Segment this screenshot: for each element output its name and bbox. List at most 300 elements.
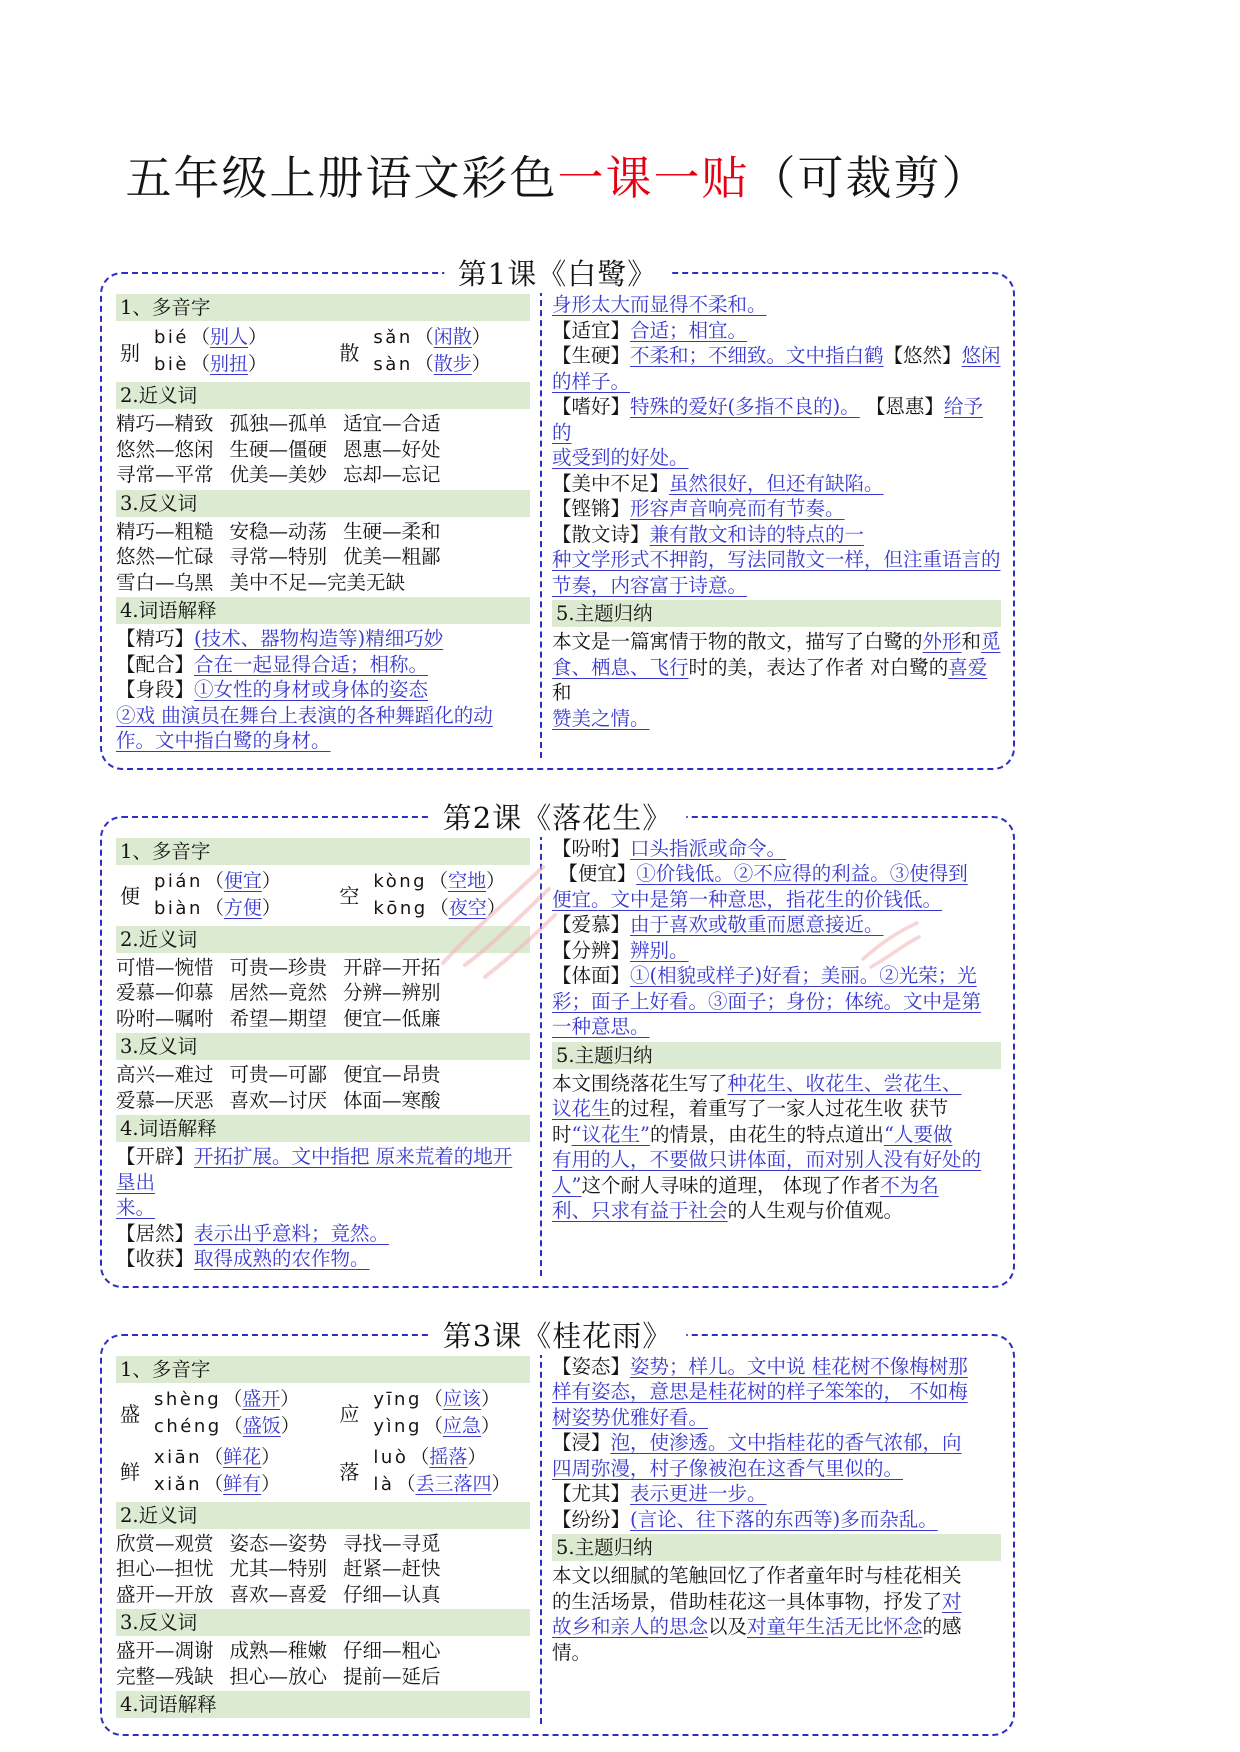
paren-open: （ (204, 896, 224, 919)
text-segment: (言论、往下落的东西等)多而杂乱。 (630, 1507, 938, 1531)
text-segment: 人” (552, 1173, 582, 1197)
text-segment: 样有姿态，意思是桂花树的样子笨笨的， 不如梅 (552, 1380, 968, 1404)
left-column (102, 1352, 540, 1725)
section-header: 5.主题归纳 (552, 1534, 1001, 1561)
title-text-black-left: 五年级上册语文彩色 (125, 151, 558, 205)
word-pair: 高兴—难过 (116, 1063, 214, 1087)
section-header: 4.词语解释 (116, 1115, 530, 1142)
text-segment: 的情景，由花生的特点道出 (649, 1122, 884, 1146)
text-segment: 的生活场景，借助桂花这一具体事物，抒发了 (552, 1589, 943, 1613)
text-segment: 树姿势优雅好看。 (552, 1405, 709, 1429)
example-word: 丢三落四 (415, 1472, 492, 1495)
paren-close: ） (261, 896, 281, 919)
paren-close: ） (261, 1445, 281, 1468)
word-pair-row (116, 1582, 530, 1608)
pronunciation (373, 895, 505, 922)
polyphonic-group (116, 1386, 335, 1440)
paren-open: （ (191, 326, 211, 349)
word-pair: 寻常—特别 (229, 545, 328, 569)
course-card-body (102, 1352, 1013, 1725)
text-line (552, 1379, 1001, 1405)
section-header: 3.反义词 (116, 1609, 530, 1636)
word-pair: 姿态—姿势 (229, 1531, 328, 1555)
example-word: 盛饭 (242, 1414, 281, 1437)
pinyin: shèng (154, 1388, 222, 1410)
text-line (116, 1246, 530, 1272)
paren-open: （ (396, 1472, 416, 1495)
polyphonic-character: 落 (339, 1460, 360, 1485)
text-line (552, 318, 1001, 344)
text-segment: 的人生观与价值观。 (727, 1199, 904, 1223)
example-word: 鲜有 (223, 1472, 262, 1495)
word-pair-row (116, 1531, 530, 1557)
text-segment: 合适；相宜。 (630, 318, 748, 342)
polyphonic-row (116, 1386, 530, 1440)
text-segment: 【配合】 (116, 652, 195, 676)
polyphonic-character: 便 (120, 884, 140, 909)
text-line (552, 369, 1001, 395)
polyphonic-group (116, 868, 335, 922)
text-line (552, 1173, 1001, 1199)
text-segment: 【悠然】 (883, 344, 962, 368)
text-segment: 辨别。 (630, 938, 689, 962)
text-segment: 形容声音响亮而有节奏。 (630, 497, 845, 521)
word-pair: 生硬—僵硬 (229, 437, 328, 461)
word-pair: 成熟—稚嫩 (229, 1639, 328, 1663)
text-line (552, 912, 1001, 938)
word-pair: 优美—美妙 (229, 463, 328, 487)
paren-open: （ (410, 1445, 430, 1468)
text-segment: 【恩惠】 (859, 395, 944, 419)
text-segment: 【生硬】 (552, 344, 631, 368)
word-pair: 可贵—珍贵 (229, 955, 328, 979)
polyphonic-group (335, 324, 490, 378)
course-card-body (102, 290, 1013, 758)
paren-close: ） (261, 1472, 281, 1495)
word-pair: 盛开—开放 (116, 1582, 214, 1606)
word-pair: 担心—担忧 (116, 1557, 214, 1581)
text-segment: 不为名 (880, 1173, 939, 1197)
word-pair: 喜欢—讨厌 (229, 1088, 328, 1112)
text-segment: 和 (961, 630, 982, 654)
text-segment: 的过程，着重写了一家人过花生收 获节 (610, 1097, 949, 1121)
text-segment: 【吩咐】 (552, 836, 631, 860)
text-line (116, 677, 530, 703)
text-segment: 【居然】 (116, 1221, 195, 1245)
text-segment: 或受到的好处。 (552, 446, 689, 470)
text-segment: 【适宜】 (552, 318, 631, 342)
text-segment: 表示更进一步。 (630, 1482, 767, 1506)
text-segment: 【体面】 (552, 964, 631, 988)
text-segment: 四周弥漫，村子像被泡在这香气里似的。 (552, 1456, 904, 1480)
text-segment: 便宜。文中是第一种意思，指花生的价钱低。 (552, 887, 943, 911)
text-line (552, 1563, 1001, 1589)
text-line (552, 963, 1001, 989)
polyphonic-row (116, 324, 530, 378)
text-line (552, 547, 1001, 573)
text-segment: 觅 (981, 630, 1001, 654)
text-line (552, 887, 1001, 913)
example-word: 空地 (448, 869, 487, 892)
word-pair: 生硬—柔和 (343, 519, 441, 543)
word-pair: 提前—延后 (343, 1664, 441, 1688)
course-heading: 第3课《桂花雨》 (429, 1314, 686, 1355)
text-segment: 情。 (552, 1640, 592, 1664)
text-line (116, 1144, 530, 1195)
paren-open: （ (204, 869, 224, 892)
word-pair: 开辟—开拓 (343, 955, 441, 979)
text-segment: 【精巧】 (116, 627, 195, 651)
word-pair: 雪白—乌黑 (116, 570, 214, 594)
word-pair: 赶紧—赶快 (343, 1557, 441, 1581)
text-line (116, 728, 530, 754)
text-segment: 【美中不足】 (552, 471, 670, 495)
pinyin: sǎn (373, 327, 413, 349)
word-pair: 喜欢—喜爱 (229, 1582, 328, 1606)
left-column (102, 290, 540, 758)
word-pair-row (116, 1638, 530, 1664)
text-segment: 【嗜好】 (552, 395, 631, 419)
word-pair: 便宜—低廉 (343, 1006, 441, 1030)
polyphonic-group (116, 1444, 335, 1498)
text-segment: 不柔和；不细致。文中指白鹤 (630, 344, 884, 368)
pinyin: kòng (373, 870, 428, 892)
text-segment: 利、只求有益于社会 (552, 1199, 728, 1223)
text-segment: 议花生 (552, 1097, 611, 1121)
course-list (100, 257, 1015, 1736)
example-word: 闲散 (433, 326, 472, 349)
section-header: 1、多音字 (116, 838, 530, 865)
paren-open: （ (223, 1387, 243, 1410)
word-pair: 孤独—孤单 (229, 412, 328, 436)
section-header: 4.词语解释 (116, 1691, 530, 1718)
pronunciation (373, 1444, 510, 1471)
text-segment: 【便宜】 (552, 862, 637, 886)
pronunciation-list (373, 1386, 500, 1440)
pinyin: xiān (154, 1446, 203, 1468)
pronunciation (154, 1413, 300, 1440)
text-segment: 本文是一篇寓情于物的散文，描写了白鹭的 (552, 630, 923, 654)
word-pair-row (116, 437, 530, 463)
text-segment: 时的美，表达了作者 对白鹭的 (688, 655, 949, 679)
section-header: 4.词语解释 (116, 597, 530, 624)
paren-close: ） (480, 1387, 500, 1410)
text-segment: ①价钱低。②不应得的利益。③使得到 (636, 862, 968, 886)
paren-close: ） (467, 1445, 487, 1468)
text-line (552, 343, 1001, 369)
text-line (552, 1456, 1001, 1482)
word-pair-row (116, 955, 530, 981)
text-line (116, 626, 530, 652)
text-segment: 开拓扩展。文中指把 原来荒着的地开垦出 (116, 1145, 513, 1194)
word-pair: 尤其—特别 (229, 1557, 328, 1581)
text-segment: 种花生、收花生、尝花生、 (727, 1071, 962, 1095)
text-segment: 以及 (708, 1615, 748, 1639)
text-segment: 【纷纷】 (552, 1507, 631, 1531)
text-line (552, 522, 1001, 548)
text-line (552, 861, 1001, 887)
text-line (552, 1589, 1001, 1615)
paren-close: ） (280, 1414, 300, 1437)
text-segment: 姿势；样儿。文中说 桂花树不像梅树那 (630, 1354, 968, 1378)
polyphonic-character: 应 (339, 1402, 360, 1427)
text-segment: “人要做 (883, 1122, 953, 1146)
word-pair: 可惜—惋惜 (116, 955, 214, 979)
text-segment: ②戏 曲演员在舞台上表演的各种舞蹈化的动 (116, 703, 493, 727)
word-pair: 仔细—粗心 (343, 1639, 441, 1663)
pinyin: biàn (154, 897, 203, 919)
text-line (552, 1096, 1001, 1122)
word-pair-row (116, 980, 530, 1006)
page-content (100, 0, 1015, 1736)
polyphonic-group (116, 324, 335, 378)
text-line (552, 989, 1001, 1015)
text-line (552, 1430, 1001, 1456)
polyphonic-character: 盛 (120, 1402, 140, 1427)
text-segment: “议花生” (571, 1122, 650, 1146)
text-line (116, 1221, 530, 1247)
text-line (552, 629, 1001, 655)
pronunciation (373, 868, 505, 895)
paren-close: ） (491, 1472, 511, 1495)
example-word: 散步 (433, 353, 472, 376)
text-segment: 给予的 (552, 395, 983, 444)
pinyin: pián (154, 870, 203, 892)
word-pair: 欣赏—观赏 (116, 1531, 214, 1555)
word-pair: 分辨—辨别 (343, 981, 441, 1005)
text-segment: 泡，使渗透。文中指桂花的香气浓郁，向 (610, 1431, 962, 1455)
text-segment: 来。 (116, 1196, 156, 1220)
word-pair: 安稳—动荡 (229, 519, 328, 543)
paren-close: ） (486, 869, 506, 892)
pronunciation (373, 1386, 500, 1413)
text-segment: 节奏，内容富于诗意。 (552, 573, 748, 597)
paren-open: （ (429, 869, 449, 892)
example-word: 别扭 (210, 353, 249, 376)
text-segment: 作。文中指白鹭的身材。 (116, 729, 331, 753)
text-segment: 【分辨】 (552, 938, 631, 962)
text-segment: 特殊的爱好(多指不良的)。 (630, 395, 860, 419)
text-line (552, 1147, 1001, 1173)
polyphonic-group (335, 1444, 510, 1498)
word-pair: 优美—粗鄙 (343, 545, 441, 569)
paren-close: ） (486, 896, 506, 919)
section-header: 1、多音字 (116, 1356, 530, 1383)
pronunciation-list (154, 868, 281, 922)
section-header: 2.近义词 (116, 926, 530, 953)
text-segment: 的样子。 (552, 369, 631, 393)
word-pair: 希望—期望 (229, 1006, 328, 1030)
word-pair: 盛开—凋谢 (116, 1639, 214, 1663)
text-segment: 【开辟】 (116, 1145, 195, 1169)
pronunciation-list (154, 1386, 300, 1440)
text-line (552, 573, 1001, 599)
word-pair: 适宜—合适 (343, 412, 441, 436)
polyphonic-group (335, 868, 505, 922)
word-pair-row (116, 1088, 530, 1114)
text-line (552, 1014, 1001, 1040)
word-pair-row (116, 1062, 530, 1088)
paren-close: ） (480, 1414, 500, 1437)
text-segment: 对 (942, 1589, 962, 1613)
word-pair: 寻常—平常 (116, 463, 214, 487)
text-line (552, 1122, 1001, 1148)
word-pair: 爱慕—仰慕 (116, 981, 214, 1005)
text-segment: 【散文诗】 (552, 522, 650, 546)
section-header: 2.近义词 (116, 382, 530, 409)
text-line (552, 836, 1001, 862)
text-segment: 和 (552, 681, 572, 705)
text-segment: 【尤其】 (552, 1482, 631, 1506)
word-pair-row (116, 519, 530, 545)
pinyin: kōng (373, 897, 428, 919)
course-card (100, 800, 1015, 1288)
pinyin: là (373, 1473, 395, 1495)
course-card (100, 257, 1015, 770)
text-line (552, 471, 1001, 497)
text-segment: 悠闲 (961, 344, 1001, 368)
title-text-black-right: （可裁剪） (749, 151, 990, 205)
paren-open: （ (423, 1414, 443, 1437)
text-segment: 【身段】 (116, 678, 195, 702)
pronunciation (154, 324, 267, 351)
polyphonic-character: 别 (120, 340, 140, 365)
paren-open: （ (429, 896, 449, 919)
word-pair-row (116, 570, 530, 596)
example-word: 方便 (223, 896, 262, 919)
course-heading: 第2课《落花生》 (429, 796, 686, 837)
word-pair: 吩咐—嘱咐 (116, 1006, 214, 1030)
pronunciation (154, 1444, 280, 1471)
paren-close: ） (248, 326, 268, 349)
pronunciation (154, 868, 281, 895)
word-pair: 便宜—昂贵 (343, 1063, 441, 1087)
word-pair-row (116, 1556, 530, 1582)
section-header: 3.反义词 (116, 1033, 530, 1060)
text-segment: 种文学形式不押韵，写法同散文一样，但注重语言的 (552, 548, 1001, 572)
paren-open: （ (191, 353, 211, 376)
word-pair: 寻找—寻觅 (343, 1531, 441, 1555)
paren-close: ） (248, 353, 268, 376)
word-pair: 体面—寒酸 (343, 1088, 441, 1112)
word-pair: 美中不足—完美无缺 (229, 570, 406, 594)
text-segment: 【铿锵】 (552, 497, 631, 521)
pronunciation-list (373, 1444, 510, 1498)
text-line (552, 938, 1001, 964)
right-column (540, 1352, 1013, 1725)
pronunciation-list (373, 324, 490, 378)
example-word: 鲜花 (223, 1445, 262, 1468)
paren-open: （ (414, 353, 434, 376)
text-line (552, 1198, 1001, 1224)
word-pair: 恩惠—好处 (343, 437, 441, 461)
polyphonic-character: 空 (339, 884, 360, 909)
text-segment: 【姿态】 (552, 1354, 631, 1378)
text-line (552, 1071, 1001, 1097)
word-pair-row (116, 462, 530, 488)
word-pair-row (116, 1006, 530, 1032)
pronunciation-list (154, 324, 267, 378)
example-word: 盛开 (242, 1387, 281, 1410)
section-header: 5.主题归纳 (552, 600, 1001, 627)
paren-open: （ (414, 326, 434, 349)
word-pair: 悠然—忙碌 (116, 545, 214, 569)
text-line (552, 292, 1001, 318)
text-segment: 取得成熟的农作物。 (194, 1247, 370, 1271)
text-line (552, 1614, 1001, 1640)
section-header: 5.主题归纳 (552, 1042, 1001, 1069)
paren-close: ） (280, 1387, 300, 1410)
text-line (552, 1481, 1001, 1507)
text-segment: 彩；面子上好看。③面子；身份；体统。文中是第 (552, 989, 982, 1013)
pronunciation (373, 1413, 500, 1440)
pronunciation-list (154, 1444, 280, 1498)
pronunciation (373, 1471, 510, 1498)
word-pair: 担心—放心 (229, 1664, 328, 1688)
polyphonic-row (116, 868, 530, 922)
text-segment: ①女性的身材或身体的姿态 (194, 678, 429, 702)
text-line (552, 706, 1001, 732)
pinyin: xiǎn (154, 1473, 203, 1495)
example-word: 摇落 (429, 1445, 468, 1468)
word-pair: 可贵—可鄙 (229, 1063, 328, 1087)
polyphonic-row (116, 1444, 530, 1498)
word-pair: 精巧—精致 (116, 412, 214, 436)
course-card-body (102, 834, 1013, 1276)
paren-open: （ (204, 1472, 224, 1495)
text-segment: 本文围绕落花生写了 (552, 1071, 728, 1095)
text-line (552, 394, 1001, 445)
text-segment: 身形太大而显得不柔和。 (552, 293, 767, 317)
text-segment: 有用的人，不要做只讲体面，而对别人没有好处的 (552, 1148, 982, 1172)
text-segment: 的感 (922, 1615, 962, 1639)
text-segment: 【爱慕】 (552, 913, 631, 937)
text-line (116, 652, 530, 678)
word-pair: 完整—残缺 (116, 1664, 214, 1688)
example-word: 便宜 (223, 869, 262, 892)
course-card (100, 1318, 1015, 1737)
text-segment: 兼有散文和诗的特点的一 (649, 522, 865, 546)
pronunciation (154, 351, 267, 378)
pronunciation (373, 324, 490, 351)
text-segment: 外形 (922, 630, 962, 654)
paren-open: （ (223, 1414, 243, 1437)
text-segment: 食、栖息、飞行 (552, 655, 689, 679)
example-word: 应急 (442, 1414, 481, 1437)
word-pair: 居然—竟然 (229, 981, 328, 1005)
text-line (116, 703, 530, 729)
section-header: 3.反义词 (116, 490, 530, 517)
text-segment: 【收获】 (116, 1247, 195, 1271)
text-line (552, 1640, 1001, 1666)
pinyin: yìng (373, 1415, 422, 1437)
paren-close: ） (471, 353, 491, 376)
text-line (552, 1354, 1001, 1380)
pronunciation (373, 351, 490, 378)
text-line (552, 445, 1001, 471)
text-segment: 时 (552, 1122, 572, 1146)
example-word: 夜空 (448, 896, 487, 919)
text-segment: 对童年生活无比怀念 (747, 1615, 923, 1639)
paren-close: ） (471, 326, 491, 349)
polyphonic-character: 鲜 (120, 1460, 140, 1485)
text-segment: ①(相貌或样子)好看；美丽。②光荣；光 (630, 964, 977, 988)
paren-open: （ (423, 1387, 443, 1410)
example-word: 别人 (210, 326, 249, 349)
text-segment: 一种意思。 (552, 1015, 650, 1039)
pronunciation (154, 1471, 280, 1498)
word-pair: 仔细—认真 (343, 1582, 441, 1606)
